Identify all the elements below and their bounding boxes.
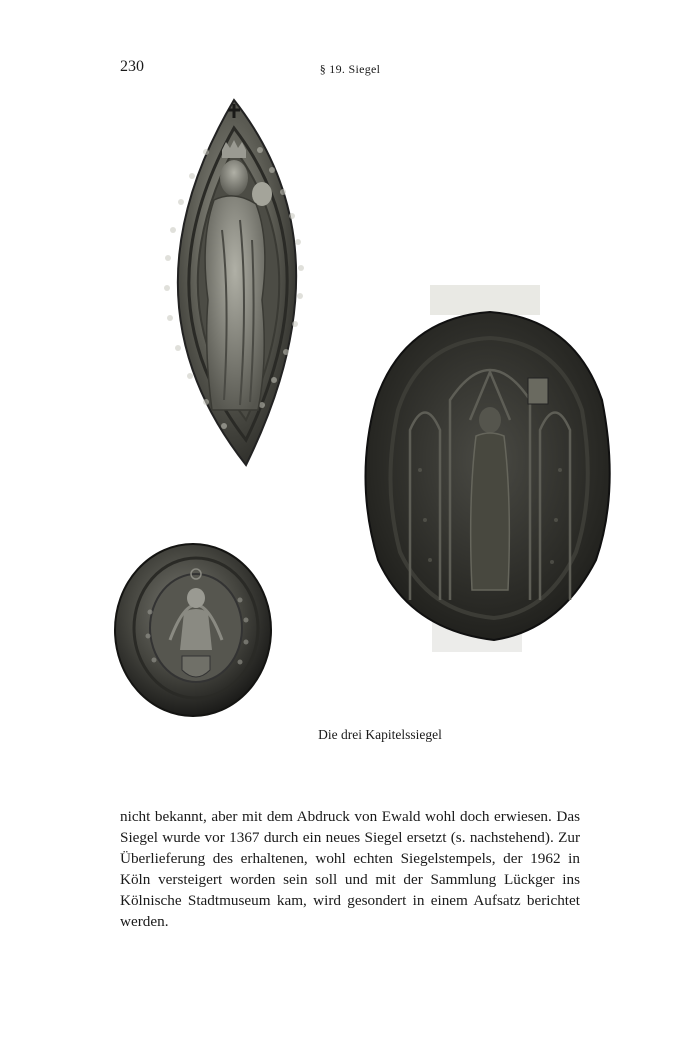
body-paragraph: nicht bekannt, aber mit dem Abdruck von Ewald wohl doch erwiesen. Das Siegel wurde vor 1367 durch ein neues Siegel ersetzt (s. nachstehend). Zur Überlieferung des erhaltenen, wohl echten Siegelstempels, der 1962 in Köln versteigert worden sein soll und mit der Sammlung Lückger ins Kölnische Stadtmuseum kam, wird gesondert in einem Aufsatz berichtet werden. xyxy=(120,808,580,930)
pointed-oval-seal xyxy=(164,100,304,465)
figure-caption: Die drei Kapitelssiegel xyxy=(318,727,442,742)
round-seal xyxy=(115,544,271,716)
shield-shaped-seal xyxy=(365,285,609,652)
running-head: § 19. Siegel xyxy=(319,62,381,76)
page-number: 230 xyxy=(120,58,144,75)
